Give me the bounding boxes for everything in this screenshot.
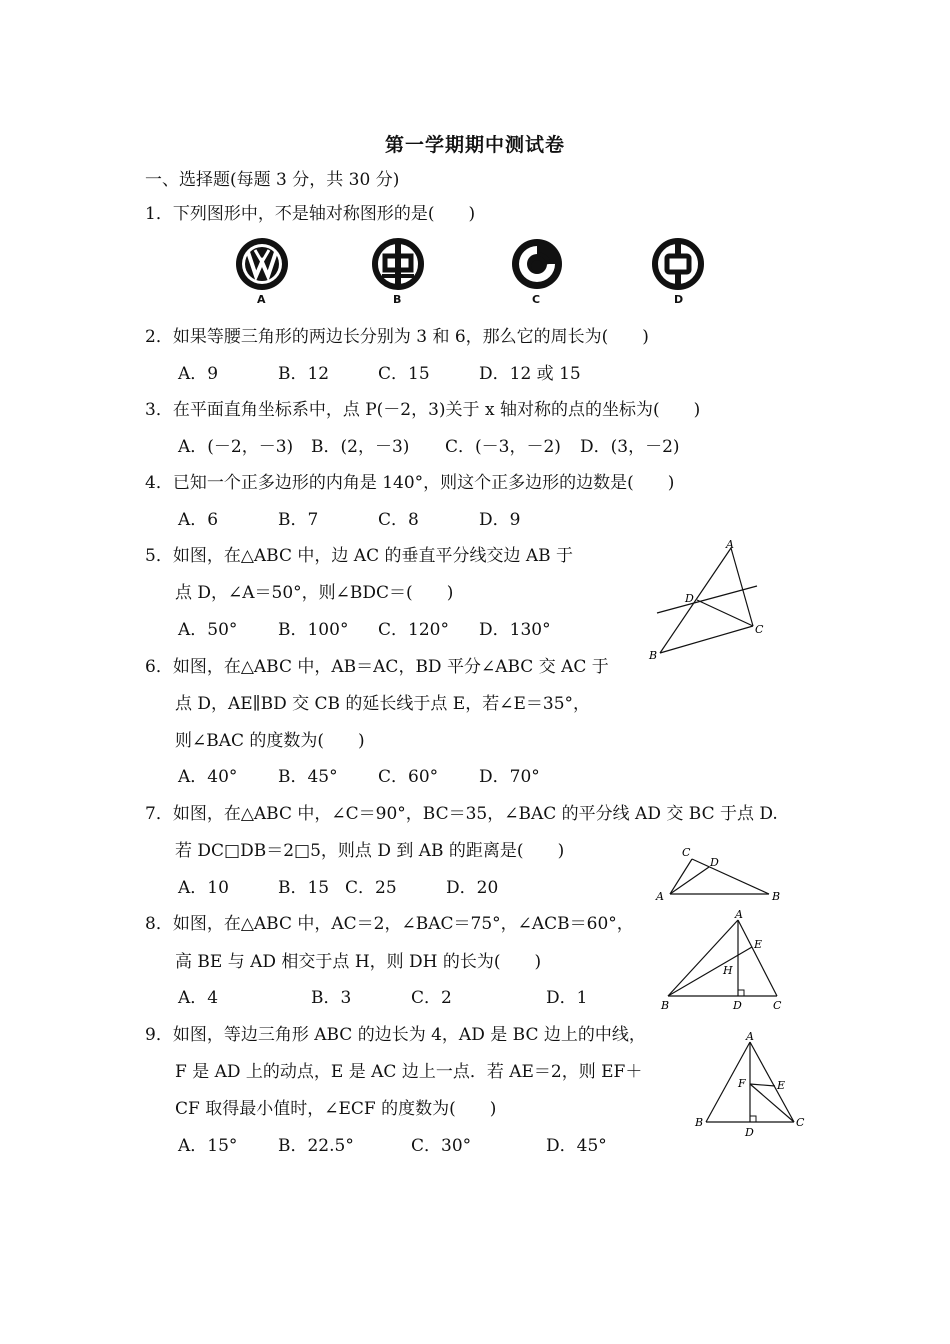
q4-option-d[interactable]: D．9 [479,510,521,530]
q7-label-b: B [772,890,781,903]
q5-stem-line2: 点 D，∠A＝50°，则∠BDC＝( ) [175,583,454,603]
q5-label-b: B [649,649,658,662]
q8-label-e: E [754,938,763,951]
q7-option-c[interactable]: C．25 [345,878,397,898]
q8-figure [655,906,790,1016]
q9-label-c: C [796,1116,805,1129]
q5-option-b[interactable]: B．100° [278,620,349,640]
q4-stem: 4．已知一个正多边形的内角是 140°，则这个正多边形的边数是( ) [145,473,675,493]
q6-option-c[interactable]: C．60° [378,767,439,787]
q9-stem-line2: F 是 AD 上的动点，E 是 AC 边上一点．若 AE＝2，则 EF＋ [175,1062,643,1082]
q2-option-d[interactable]: D．12 或 15 [479,364,581,384]
coin-logo-icon [650,236,706,292]
q2-option-b[interactable]: B．12 [278,364,330,384]
q5-label-c: C [755,623,764,636]
q5-option-a[interactable]: A．50° [178,620,238,640]
q2-option-c[interactable]: C．15 [378,364,430,384]
q9-label-e: E [777,1079,786,1092]
q7-stem-line1: 7．如图，在△ABC 中，∠C＝90°，BC＝35，∠BAC 的平分线 AD 交 BC 于点 D. [145,804,778,824]
q3-stem: 3．在平面直角坐标系中，点 P(－2，3)关于 x 轴对称的点的坐标为( ) [145,400,701,420]
q7-stem-line2: 若 DC□DB＝2□5，则点 D 到 AB 的距离是( ) [175,841,565,861]
spiral-logo-icon [509,236,565,292]
q4-option-c[interactable]: C．8 [378,510,419,530]
q5-figure [645,538,770,663]
q9-option-b[interactable]: B．22.5° [278,1136,354,1156]
q9-stem-line3: CF 取得最小值时，∠ECF 的度数为( ) [175,1099,497,1119]
q2-stem: 2．如果等腰三角形的两边长分别为 3 和 6，那么它的周长为( ) [145,327,649,347]
q5-option-c[interactable]: C．120° [378,620,449,640]
q6-option-b[interactable]: B．45° [278,767,338,787]
page-title: 第一学期期中测试卷 [384,134,565,156]
q6-option-a[interactable]: A．40° [178,767,238,787]
q1-label-a: A [257,293,266,306]
q7-option-a[interactable]: A．10 [178,878,229,898]
q9-option-d[interactable]: D．45° [546,1136,607,1156]
q7-label-a: A [656,890,664,903]
q5-label-d: D [685,592,694,605]
q7-figure [652,842,787,904]
q9-label-b: B [695,1116,704,1129]
q4-option-a[interactable]: A．6 [178,510,219,530]
q8-option-c[interactable]: C．2 [411,988,452,1008]
q1-stem: 1．下列图形中，不是轴对称图形的是( ) [145,204,476,224]
q3-option-d[interactable]: D．(3，－2) [580,437,680,457]
q8-stem-line2: 高 BE 与 AD 相交于点 H，则 DH 的长为( ) [175,952,542,972]
q8-option-b[interactable]: B．3 [311,988,352,1008]
q6-stem-line1: 6．如图，在△ABC 中，AB＝AC，BD 平分∠ABC 交 AC 于 [145,657,609,677]
q6-stem-line3: 则∠BAC 的度数为( ) [175,731,365,751]
q9-label-a: A [746,1030,754,1043]
q3-option-c[interactable]: C．(－3，－2) [445,437,561,457]
q7-option-b[interactable]: B．15 [278,878,330,898]
q9-stem-line1: 9．如图，等边三角形 ABC 的边长为 4，AD 是 BC 边上的中线， [145,1025,646,1045]
q1-label-b: B [393,293,402,306]
q8-label-h: H [723,964,733,977]
q9-option-c[interactable]: C．30° [411,1136,472,1156]
q8-label-b: B [661,999,670,1012]
q9-label-d: D [745,1126,754,1139]
q8-option-d[interactable]: D．1 [546,988,588,1008]
q6-stem-line2: 点 D，AE∥BD 交 CB 的延长线于点 E，若∠E＝35°， [175,694,591,714]
q9-figure [690,1030,810,1142]
q9-option-a[interactable]: A．15° [178,1136,238,1156]
volkswagen-logo-icon [234,236,290,292]
q8-label-d: D [733,999,742,1012]
q7-option-d[interactable]: D．20 [446,878,499,898]
section-heading: 一、选择题(每题 3 分，共 30 分) [145,170,400,190]
q6-option-d[interactable]: D．70° [479,767,540,787]
q3-option-b[interactable]: B．(2，－3) [311,437,410,457]
q4-option-b[interactable]: B．7 [278,510,319,530]
q9-label-f: F [738,1077,746,1090]
q1-label-d: D [674,293,684,306]
q2-option-a[interactable]: A．9 [178,364,219,384]
q8-label-a: A [735,908,743,921]
q7-label-d: D [710,856,719,869]
q8-option-a[interactable]: A．4 [178,988,219,1008]
q7-label-c: C [682,846,691,859]
q3-option-a[interactable]: A．(－2，－3) [178,437,294,457]
q8-label-c: C [773,999,782,1012]
bank-of-china-style-logo-icon [370,236,426,292]
q5-option-d[interactable]: D．130° [479,620,551,640]
q5-stem-line1: 5．如图，在△ABC 中，边 AC 的垂直平分线交边 AB 于 [145,546,574,566]
q8-stem-line1: 8．如图，在△ABC 中，AC＝2，∠BAC＝75°，∠ACB＝60°， [145,914,634,934]
q5-label-a: A [726,538,734,551]
q1-label-c: C [532,293,541,306]
